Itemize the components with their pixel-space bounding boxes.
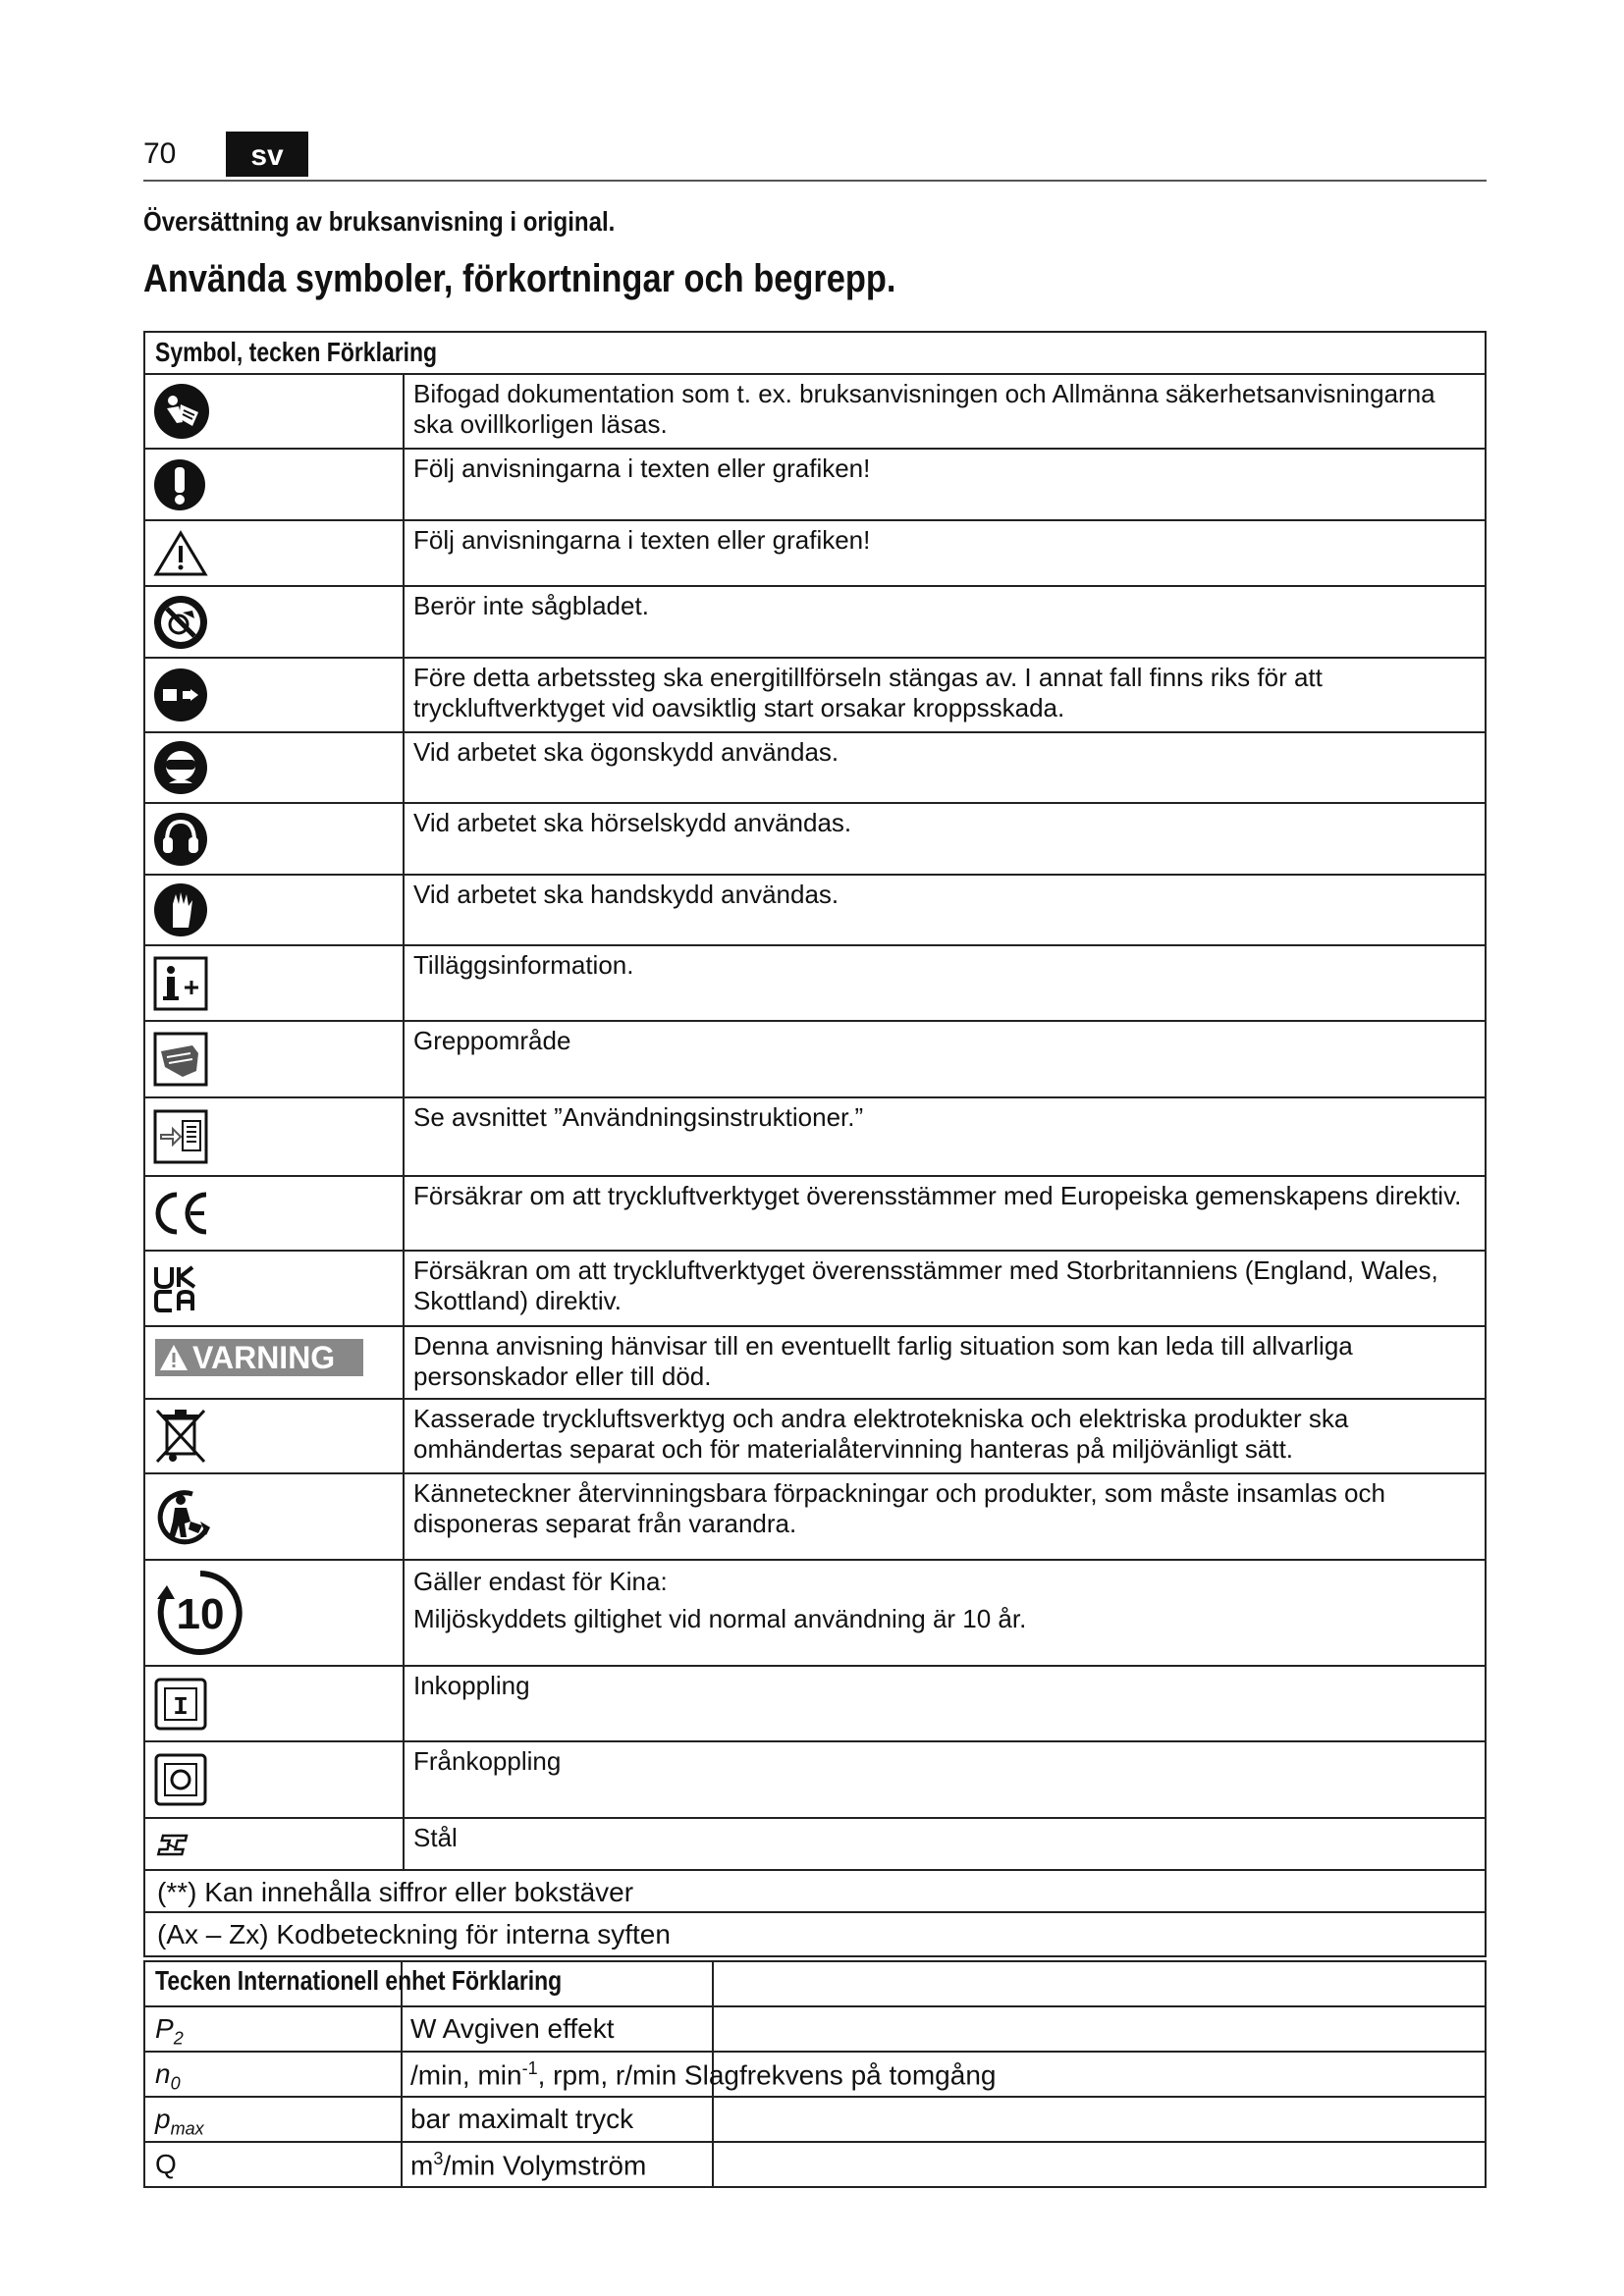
- row-text: Tilläggsinformation.: [413, 950, 634, 980]
- document-subtitle: Översättning av bruksanvisning i original.: [143, 206, 616, 237]
- row-text: Bifogad dokumentation som t. ex. bruksanvisningen och Allmänna säkerhetsanvisningarna ska ovillkorligen läsas.: [413, 379, 1435, 439]
- no-touch-blade-icon: [153, 595, 208, 650]
- row-text: Försäkrar om att tryckluftverktyget överensstämmer med Europeiska gemenskapens direktiv.: [413, 1181, 1462, 1210]
- steel-icon: [153, 1828, 189, 1861]
- table-row: [145, 521, 1485, 587]
- unit-explanation: /min, $\min^{-1}$, rpm, r/min Slagfrekvens på tomgång: [403, 2053, 714, 2096]
- row-text-2: Miljöskyddets giltighet vid normal användning är 10 år.: [413, 1604, 1027, 1633]
- table-row: [145, 2053, 1485, 2098]
- unit-explanation: $m^3/\min$ Volymström: [403, 2143, 714, 2186]
- table-row: [145, 375, 1485, 450]
- unit-explanation: bar maximalt tryck: [403, 2098, 714, 2141]
- units-table: [143, 1960, 1487, 2188]
- page-title: Använda symboler, förkortningar och begrepp.: [143, 257, 896, 300]
- table-row: [145, 450, 1485, 521]
- document-arrow-icon: [153, 1109, 208, 1164]
- table-row: [145, 2098, 1485, 2143]
- row-text: Vid arbetet ska ögonskydd användas.: [413, 737, 839, 767]
- grip-area-icon: [153, 1032, 208, 1087]
- table-row: [145, 876, 1485, 946]
- table-row: [145, 1177, 1485, 1252]
- row-text: Känneteckner återvinningsbara förpackningar och produkter, som måste insamlas och disponeras separat från varandra.: [413, 1478, 1385, 1538]
- switch-off-icon: [153, 1752, 208, 1807]
- disconnect-air-icon: [153, 667, 208, 722]
- table-row: [145, 1667, 1485, 1742]
- info-plus-icon: [153, 956, 208, 1011]
- row-text: Vid arbetet ska hörselskydd användas.: [413, 808, 852, 837]
- warning-badge-label: VARNING: [192, 1340, 336, 1375]
- row-text: Stål: [413, 1823, 458, 1852]
- table-row: [145, 1252, 1485, 1327]
- unit-sign: $P_2$: [145, 2007, 403, 2051]
- table-row: [145, 587, 1485, 659]
- row-text: Vid arbetet ska handskydd användas.: [413, 880, 839, 909]
- unit-explanation: W Avgiven effekt: [403, 2007, 714, 2051]
- language-badge: sv: [226, 132, 308, 177]
- crossed-bin-icon: [153, 1407, 208, 1466]
- table-row: [145, 659, 1485, 733]
- table-row: [145, 1474, 1485, 1561]
- table-row: [145, 1098, 1485, 1177]
- table-row: [145, 946, 1485, 1022]
- read-manual-icon: [153, 383, 210, 440]
- mandatory-exclamation-icon: [153, 458, 206, 511]
- unit-sign: $n_0$: [145, 2053, 403, 2096]
- header-rule: [143, 180, 1487, 182]
- row-text: Försäkran om att tryckluftverktyget överensstämmer med Storbritanniens (England, Wales, Skottland) direktiv.: [413, 1255, 1438, 1315]
- china-10-years-icon: [153, 1568, 247, 1658]
- ukca-mark-icon: [153, 1265, 198, 1312]
- table-row: [145, 1742, 1485, 1819]
- row-text: Inkoppling: [413, 1671, 530, 1700]
- row-text: Frånkoppling: [413, 1746, 562, 1776]
- units-table-header: [145, 1962, 1485, 2007]
- table-row: [145, 733, 1485, 804]
- row-text: Berör inte sågbladet.: [413, 591, 649, 620]
- row-text: Se avsnittet ”Användningsinstruktioner.”: [413, 1102, 864, 1132]
- row-text: Gäller endast för Kina:: [413, 1567, 668, 1596]
- unit-sign: Q: [145, 2143, 403, 2186]
- china-10-years-label: 10: [176, 1590, 225, 1638]
- unit-sign: $p_{max}$: [145, 2098, 403, 2141]
- row-text: Följ anvisningarna i texten eller grafiken!: [413, 525, 871, 555]
- eye-protection-icon: [153, 740, 208, 795]
- row-text: Denna anvisning hänvisar till en eventuellt farlig situation som kan leda till allvarliga personskador eller till död.: [413, 1331, 1353, 1391]
- table-row: [145, 1819, 1485, 1871]
- symbol-table-header: [145, 333, 1485, 375]
- row-text: Greppområde: [413, 1026, 571, 1055]
- page-number: 70: [143, 137, 177, 170]
- table-note: (**) Kan innehålla siffror eller bokstäver: [145, 1871, 1485, 1913]
- warning-triangle-icon: [153, 530, 208, 577]
- table-row: [145, 2007, 1485, 2053]
- table-row: [145, 2143, 1485, 2186]
- row-text: Före detta arbetssteg ska energitillförseln stängas av. I annat fall finns riks för att tryckluftverktyget vid oavsiktlig start orsakar kroppsskada.: [413, 663, 1323, 722]
- symbol-table-header-text: Symbol, tecken Förklaring: [155, 337, 438, 367]
- table-row: [145, 804, 1485, 876]
- warning-badge-icon: [155, 1339, 363, 1376]
- row-text: Kasserade tryckluftsverktyg och andra elektrotekniska och elektriska produkter ska omhändertas separat och för materialåtervinning hanteras på miljövänligt sätt.: [413, 1404, 1349, 1464]
- ce-mark-icon: [153, 1191, 210, 1236]
- symbol-table: [143, 331, 1487, 1957]
- table-row: [145, 1400, 1485, 1474]
- switch-on-icon: [153, 1677, 208, 1732]
- hand-protection-icon: [153, 882, 208, 937]
- table-row: [145, 1561, 1485, 1667]
- ear-protection-icon: [153, 812, 208, 867]
- recycling-person-icon: [153, 1486, 216, 1547]
- units-table-header-text: Tecken Internationell enhet Förklaring: [155, 1965, 563, 1996]
- table-note: (Ax – Zx) Kodbeteckning för interna syften: [157, 1919, 671, 1949]
- switch-on-label: I: [173, 1691, 189, 1722]
- row-text: Följ anvisningarna i texten eller grafiken!: [413, 454, 871, 483]
- table-row: [145, 1327, 1485, 1400]
- table-row: [145, 1022, 1485, 1098]
